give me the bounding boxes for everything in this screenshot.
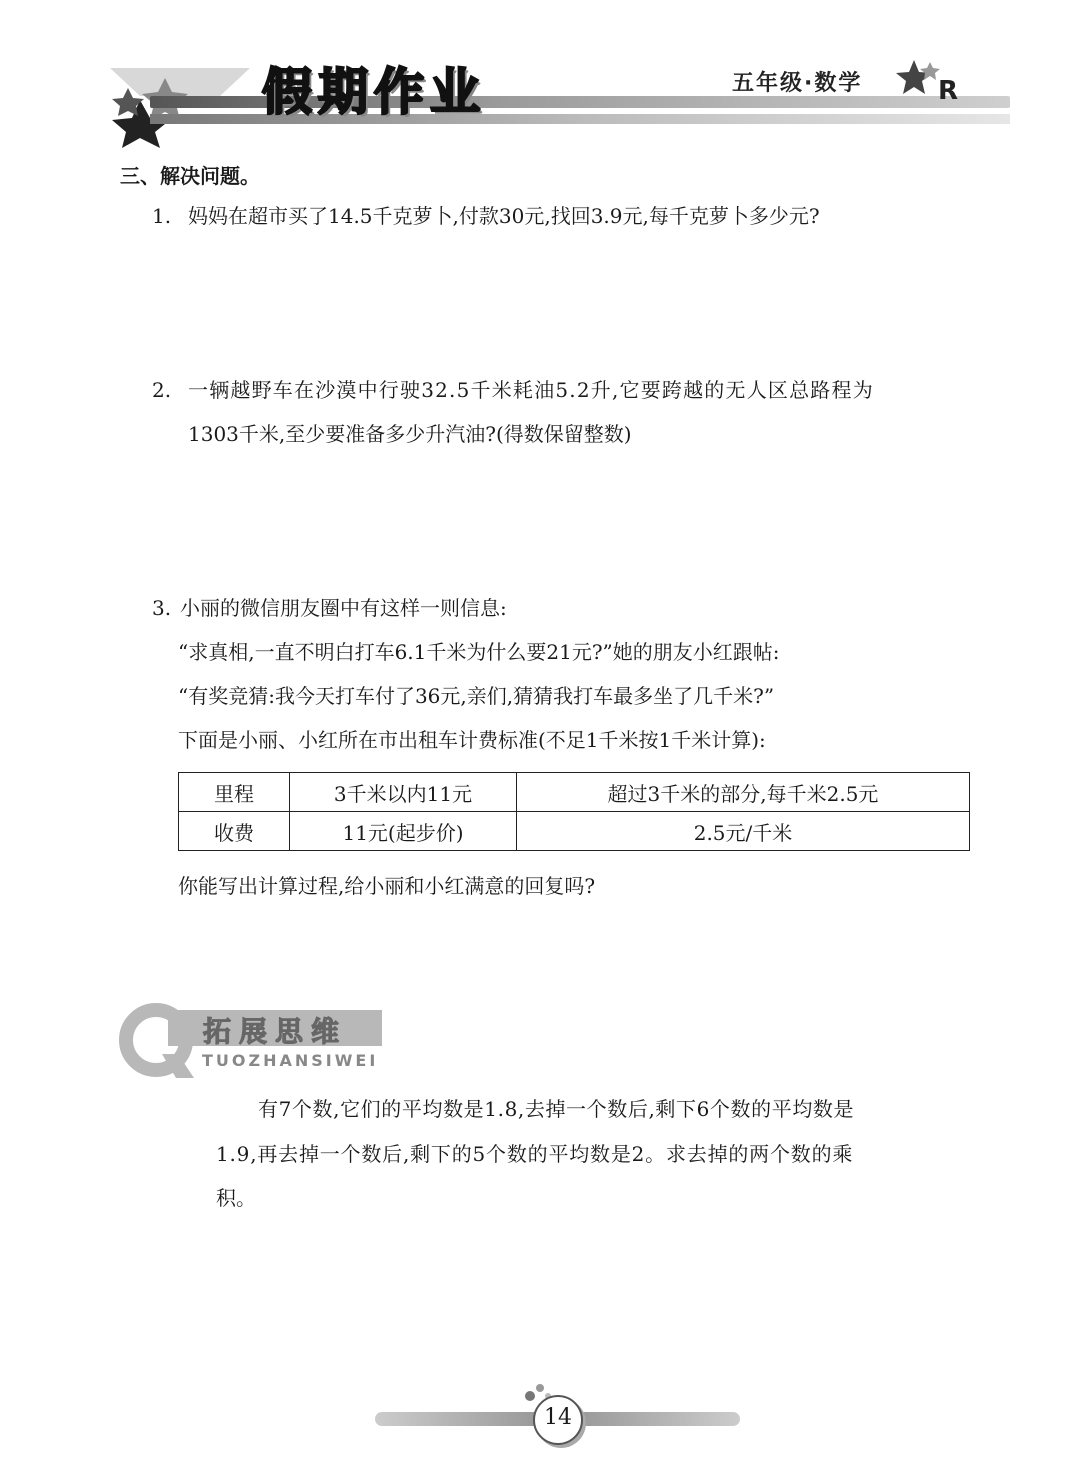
table-cell: 2.5元/千米 [517,812,970,851]
page-number: 14 [544,1405,572,1430]
extension-title: 拓展思维 [203,1015,348,1048]
problem-1-number: 1. [152,204,172,228]
table-cell: 收费 [179,812,290,851]
problem-1-text: 妈妈在超市买了14.5千克萝卜,付款30元,找回3.9元,每千克萝卜多少元? [188,204,820,228]
extension-line-2: 1.9,再去掉一个数后,剩下的5个数的平均数是2。求去掉的两个数的乘 [216,1142,854,1166]
table-cell: 3千米以内11元 [290,773,517,812]
header-star-icon [892,58,942,98]
header-edition: R [938,76,959,106]
problem-2-number: 2. [152,378,172,402]
problem-3-number: 3. [152,596,172,620]
table-row [179,773,970,812]
header-title: 假期作业 [262,63,486,121]
extension-line-1: 有7个数,它们的平均数是1.8,去掉一个数后,剩下6个数的平均数是 [258,1097,855,1121]
table-cell: 里程 [179,773,290,812]
extension-line-3: 积。 [216,1186,256,1210]
problem-3-line-4: 下面是小丽、小红所在市出租车计费标准(不足1千米按1千米计算): [178,728,766,752]
table-cell: 11元(起步价) [290,812,517,851]
header-grade-subject: 五年级·数学 [732,71,863,96]
problem-3-question: 你能写出计算过程,给小丽和小红满意的回复吗? [178,874,596,898]
problem-3-line-3: “有奖竞猜:我今天打车付了36元,亲们,猜猜我打车最多坐了几千米?” [178,684,775,708]
problem-2-line-2: 1303千米,至少要准备多少升汽油?(得数保留整数) [188,422,632,446]
problem-2-line-1: 一辆越野车在沙漠中行驶32.5千米耗油5.2升,它要跨越的无人区总路程为 [188,378,874,402]
problem-3-line-2: “求真相,一直不明白打车6.1千米为什么要21元?”她的朋友小红跟帖: [178,640,780,664]
extension-subtitle: TUOZHANSIWEI [202,1051,379,1070]
problem-3-line-1: 小丽的微信朋友圈中有这样一则信息: [180,596,507,620]
section-heading: 三、解决问题。 [120,164,260,188]
table-cell: 超过3千米的部分,每千米2.5元 [517,773,970,812]
table-row [179,812,970,851]
taxi-fee-table [178,772,970,851]
